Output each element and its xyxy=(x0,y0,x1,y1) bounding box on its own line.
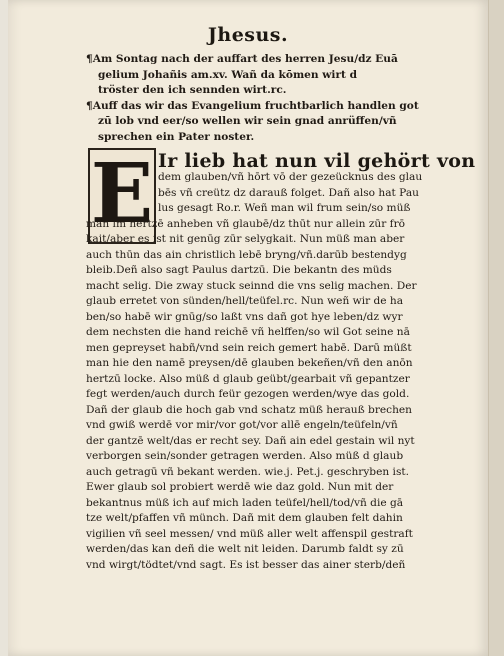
body-line: bleib.Deñ also sagt Paulus dartzū. Die bekantn des müds xyxy=(86,264,392,276)
rubric-line: zū lob vnd eer/so wellen wir sein gnad anrüffen/vñ xyxy=(98,115,397,127)
rubric-line: tröster den ich sennden wirt.rc. xyxy=(98,84,287,96)
book-page xyxy=(8,0,488,656)
body-line: dem glauben/vñ hōrt vō der gezeücknus des glau xyxy=(158,171,423,183)
rubric-line: ¶Am Sontag nach der auffart des herren Jesu/dz Euā xyxy=(86,53,398,65)
body-line: kait/aber es ist nit genūg zūr selygkait. Nun müß man aber xyxy=(86,233,405,245)
body-line: der gantzē welt/das er recht sey. Dañ ain edel gestain wil nyt xyxy=(86,434,415,447)
body-line: lus gesagt Ro.r. Weñ man wil frum sein/so müß xyxy=(158,202,411,214)
rubric-line: sprechen ein Pater noster. xyxy=(98,130,255,143)
body-line: auch getragū vñ bekant werden. wie.j. Pet.j. geschryben ist. xyxy=(86,465,410,478)
body-line: hertzū locke. Also müß d glaub geübt/gearbait vñ gepantzer xyxy=(86,372,410,385)
body-line: man im hertzē anheben vñ glaubē/dz thūt nur allein zūr frō xyxy=(86,217,406,230)
rubric-line: ¶Auff das wir das Evangelium fruchtbarlich handlen got xyxy=(86,99,419,112)
body-text xyxy=(86,170,474,573)
opening-line: Ir lieb hat nun vil gehört von xyxy=(158,150,476,172)
body-line: werden/das kan deñ die welt nit leiden. Darumb faldt sy zū xyxy=(86,543,404,555)
body-line: dem nechsten die hand reichē vñ helffen/so wil Got seine nā xyxy=(86,326,410,338)
body-line: fegt werden/auch durch feür gezogen werden/wye das gold. xyxy=(86,388,410,400)
body-line: Dañ der glaub die hoch gab vnd schatz müß herauß brechen xyxy=(86,403,413,416)
body-line: Ewer glaub sol probiert werdē wie daz gold. Nun mit der xyxy=(86,481,394,493)
body-line: man hie den namē preysen/dē glauben bekeñen/vñ den anōn xyxy=(86,357,413,369)
body-line: verborgen sein/sonder getragen werden. Also müß d glaub xyxy=(86,450,404,462)
body-line: glaub erretet von sünden/hell/teüfel.rc. Nun weñ wir de ha xyxy=(86,295,404,307)
body-line: bēs vñ creütz dz darauß folget. Dañ also hat Pau xyxy=(158,186,419,199)
body-line: men gepreyset habñ/vnd sein reich gemert habē. Darū müßt xyxy=(86,341,412,354)
adjacent-page-edge xyxy=(488,0,504,656)
initial-letter: E xyxy=(90,146,154,242)
body-line: vigilien vñ seel messen/ vnd müß aller welt affenspil gestraft xyxy=(86,527,413,540)
rubric-line: gelium Johañis am.xv. Wañ da kōmen wirt d xyxy=(98,68,358,81)
rubric-block xyxy=(86,52,474,145)
body-line: auch thūn das ain christlich lebē bryng/vñ.darūb bestendyg xyxy=(86,248,407,261)
body-line: ben/so habē wir gnūg/so laßt vns dañ got hye leben/dz wyr xyxy=(86,310,403,323)
body-line: tze welt/pfaffen vñ münch. Dañ mit dem glauben felt dahin xyxy=(86,512,403,524)
body-line: macht selig. Die zway stuck seinnd die vns selig machen. Der xyxy=(86,279,417,292)
body-line: vnd gwiß werdē vor mir/vor got/vor allē engeln/teüfeln/vñ xyxy=(86,419,398,431)
page-header: Jhesus. xyxy=(207,24,289,46)
body-line: vnd wirgt/tödtet/vnd sagt. Es ist besser das ainer sterb/deñ xyxy=(86,558,406,571)
body-line: bekantnus müß ich auf mich laden teüfel/hell/tod/vñ die gā xyxy=(86,496,404,509)
